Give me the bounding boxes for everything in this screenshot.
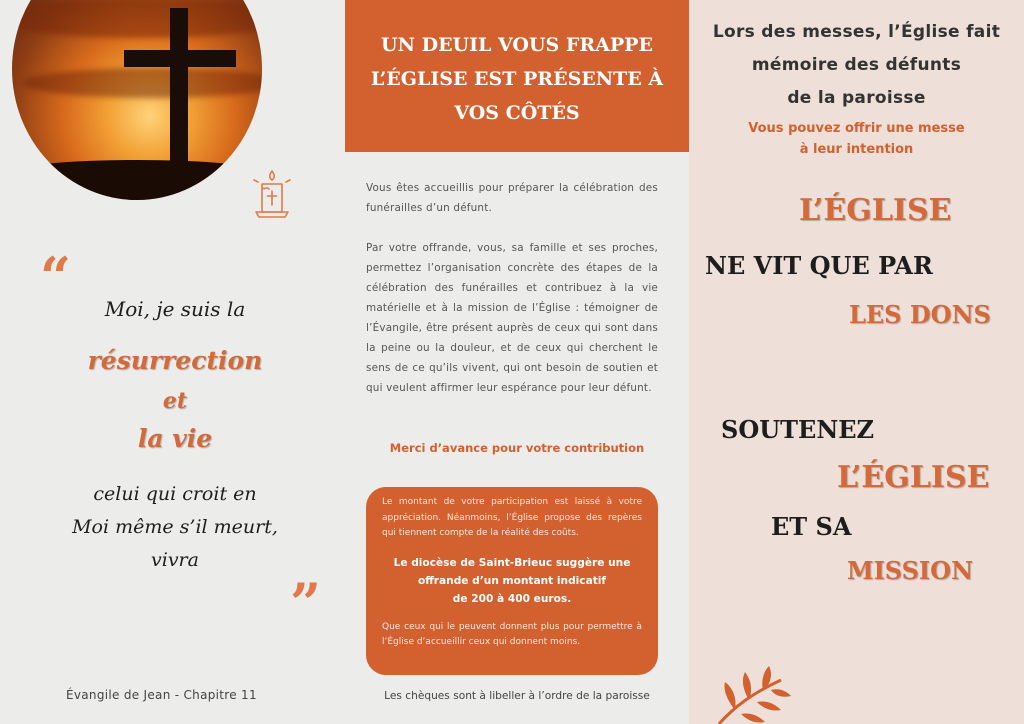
slogan-soutenez: SOUTENEZ	[721, 415, 875, 444]
verse-line-2: celui qui croit en	[93, 483, 257, 505]
slogan-et-sa: ET SA	[771, 512, 852, 541]
title-line-3: VOS CÔTÉS	[454, 102, 580, 124]
verse-highlight-resurrection: résurrection	[87, 346, 263, 375]
masses-subtitle	[689, 118, 1024, 160]
info-text-1: Le montant de votre participation est laissé à votre appréciation. Néanmoins, l’Église propose des repères qui tiennent compte de la réalité des coûts.	[382, 497, 642, 538]
suggested-line-2: offrande d’un montant indicatif	[417, 574, 607, 587]
slogan-ne-vit-que-par: NE VIT QUE PAR	[705, 251, 933, 280]
olive-branch-icon	[713, 660, 793, 724]
cross-sunset-photo	[12, 0, 262, 200]
masses-subtitle-line-1: Vous pouvez offrir une messe	[748, 121, 965, 136]
offering-paragraph: Par votre offrande, vous, sa famille et ses proches, permettez l’organisation concrète des étapes de la célébration des funérailles et contribuez à la vie matérielle et à la mission de l’Église : témoigner de l’Évangile, être présent auprès de ceux qui sont dans la peine ou la douleur, et de ceux qui cherchent le sens de ce qu’ils vivent, qui ont besoin de soutien et qui veulent affirmer leur espérance pour leur défunt.	[366, 242, 658, 394]
masses-subtitle-line-2: à leur intention	[799, 142, 914, 157]
info-text-2: Que ceux qui le peuvent donnent plus pour permettre à l’Église d’accueillir ceux qui donnent moins.	[382, 621, 642, 647]
verse-line-1: Moi, je suis la	[104, 297, 246, 321]
verse-line-3: Moi même s’il meurt,	[72, 516, 278, 538]
left-panel	[0, 0, 345, 724]
offering-info-box	[366, 487, 658, 675]
masses-title-line-2: mémoire des défunts	[751, 55, 962, 75]
title-line-2: L’ÉGLISE EST PRÉSENTE À	[370, 68, 664, 90]
masses-title	[689, 16, 1024, 115]
header-band	[345, 0, 689, 152]
verse-line-4: vivra	[151, 549, 199, 571]
middle-panel	[345, 0, 689, 724]
thanks-text: Merci d’avance pour votre contribution	[389, 441, 645, 455]
verse-source: Évangile de Jean - Chapitre 11	[66, 688, 257, 702]
right-panel	[689, 0, 1024, 724]
masses-title-line-1: Lors des messes, l’Église fait	[712, 22, 1001, 42]
suggested-line-3: de 200 à 400 euros.	[452, 592, 572, 605]
cheques-note: Les chèques sont à libeller à l’ordre de la paroisse	[384, 690, 650, 702]
slogan-eglise-1: L’ÉGLISE	[799, 193, 952, 228]
slogan-eglise-2: L’ÉGLISE	[837, 460, 990, 495]
page-title	[355, 28, 679, 130]
suggested-amount	[382, 554, 642, 608]
slogan-les-dons: LES DONS	[849, 300, 991, 329]
verse-highlight-and: et	[162, 388, 188, 414]
verse-closing	[40, 478, 310, 577]
candle-cross-icon	[250, 168, 294, 222]
closing-quote: ”	[290, 571, 322, 635]
title-line-1: UN DEUIL VOUS FRAPPE	[381, 34, 653, 56]
slogan-mission: MISSION	[847, 556, 973, 585]
masses-title-line-3: de la paroisse	[787, 88, 926, 108]
suggested-line-1: Le diocèse de Saint-Brieuc suggère une	[393, 556, 631, 569]
opening-quote: “	[40, 245, 72, 309]
intro-paragraph: Vous êtes accueillis pour préparer la célébration des funérailles d’un défunt.	[366, 182, 658, 214]
verse-highlight-life: la vie	[137, 424, 213, 453]
